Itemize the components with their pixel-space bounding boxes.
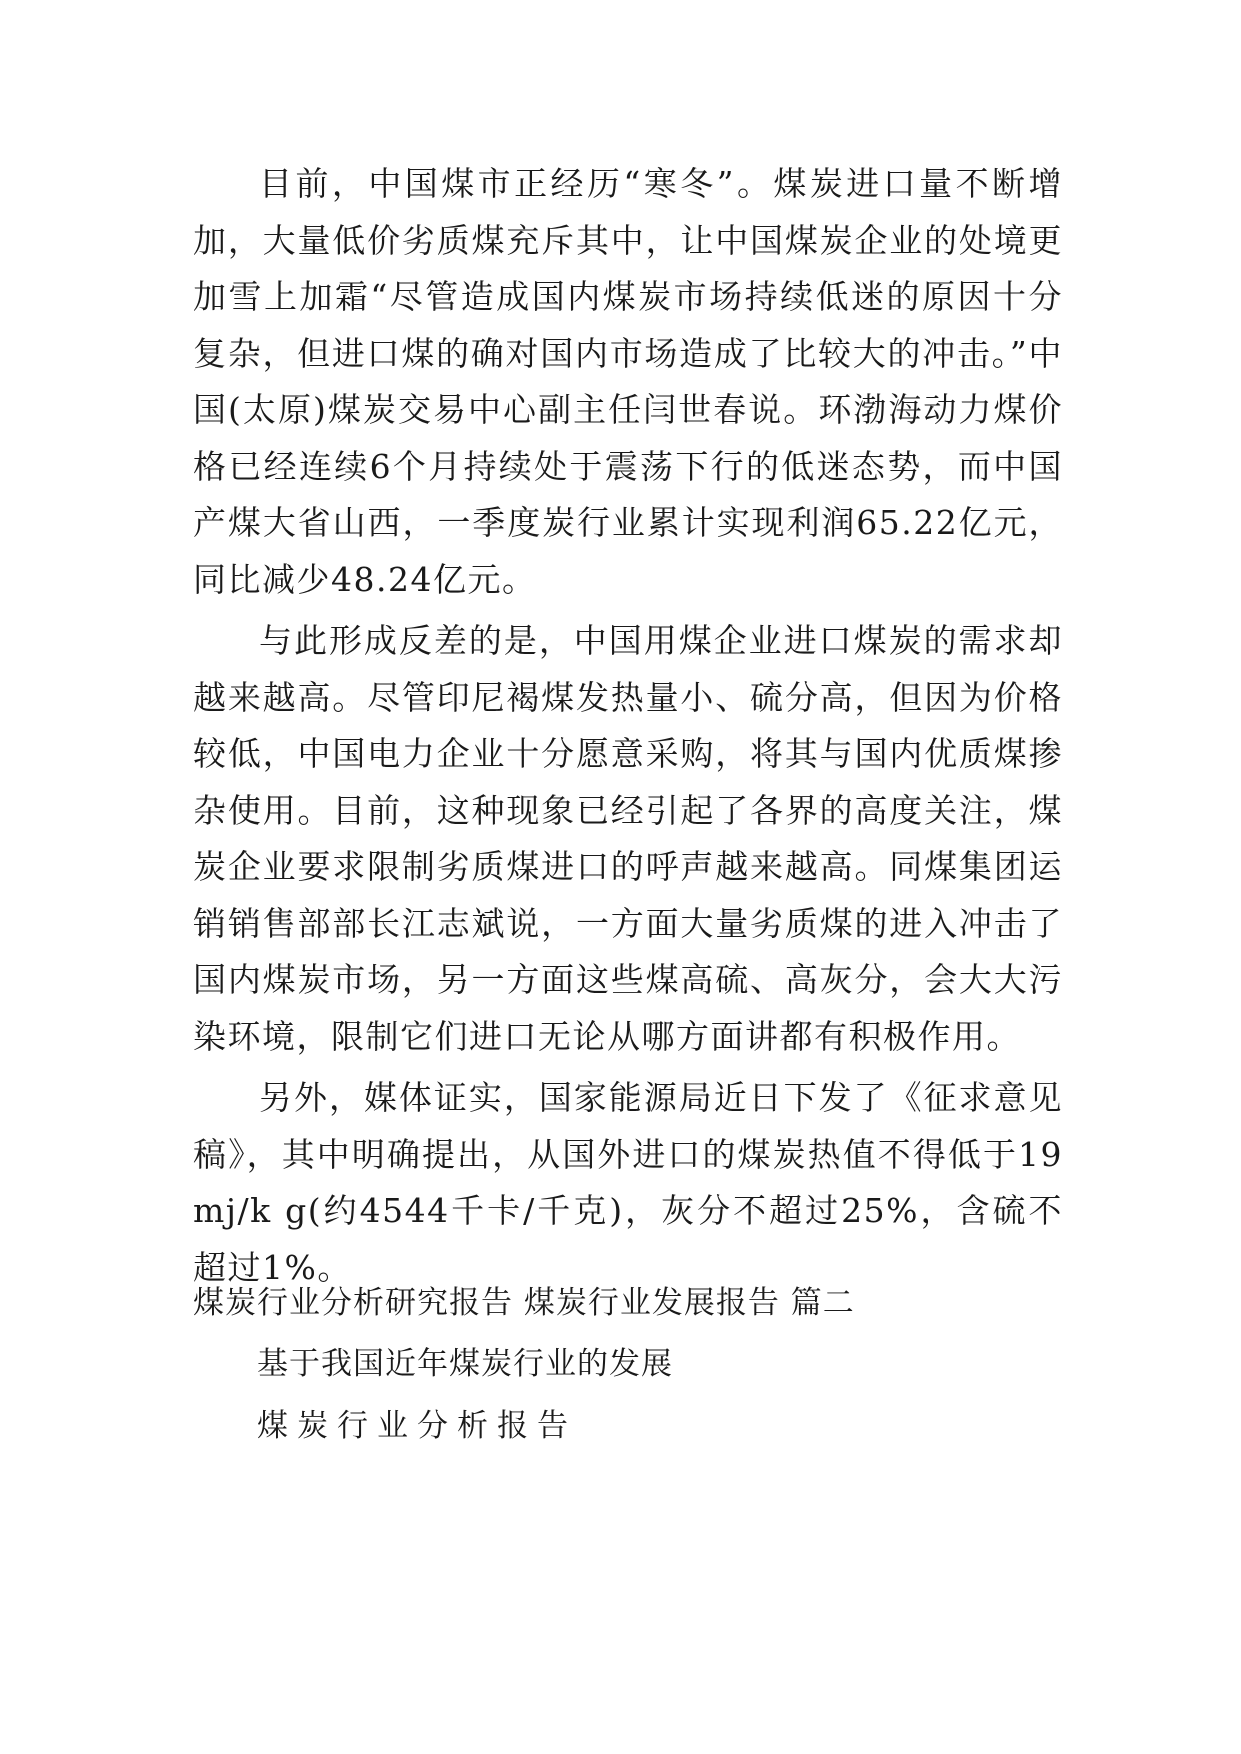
body-text (193, 156, 1063, 1301)
paragraph-3: 另外，媒体证实，国家能源局近日下发了《征求意见稿》，其中明确提出，从国外进口的煤炭热值不得低于19mj/k g(约4544千卡/千克)，灰分不超过25%，含硫不超过1%。 (193, 1078, 1063, 1287)
paragraph-1: 目前，中国煤市正经历“寒冬”。煤炭进口量不断增加，大量低价劣质煤充斥其中，让中国煤炭企业的处境更加雪上加霜“尽管造成国内煤炭市场持续低迷的原因十分复杂，但进口煤的确对国内市场造成了比较大的冲击。”中国(太原)煤炭交易中心副主任闫世春说。环渤海动力煤价格已经连续6个月持续处于震荡下行的低迷态势，而中国产煤大省山西，一季度炭行业累计实现利润65.22亿元，同比减少48.24亿元。 (193, 164, 1063, 599)
subheading-development: 基于我国近年煤炭行业的发展 (257, 1346, 673, 1382)
paragraph-2: 与此形成反差的是，中国用煤企业进口煤炭的需求却越来越高。尽管印尼褐煤发热量小、硫分高，但因为价格较低，中国电力企业十分愿意采购，将其与国内优质煤掺杂使用。目前，这种现象已经引起了各界的高度关注，煤炭企业要求限制劣质煤进口的呼声越来越高。同煤集团运销销售部部长江志斌说，一方面大量劣质煤的进入冲击了国内煤炭市场，另一方面这些煤高硫、高灰分，会大大污染环境，限制它们进口无论从哪方面讲都有积极作用。 (193, 621, 1063, 1056)
subheading-report-title: 煤炭行业分析报告 (257, 1408, 577, 1444)
section-heading: 煤炭行业分析研究报告 煤炭行业发展报告 篇二 (193, 1285, 855, 1321)
